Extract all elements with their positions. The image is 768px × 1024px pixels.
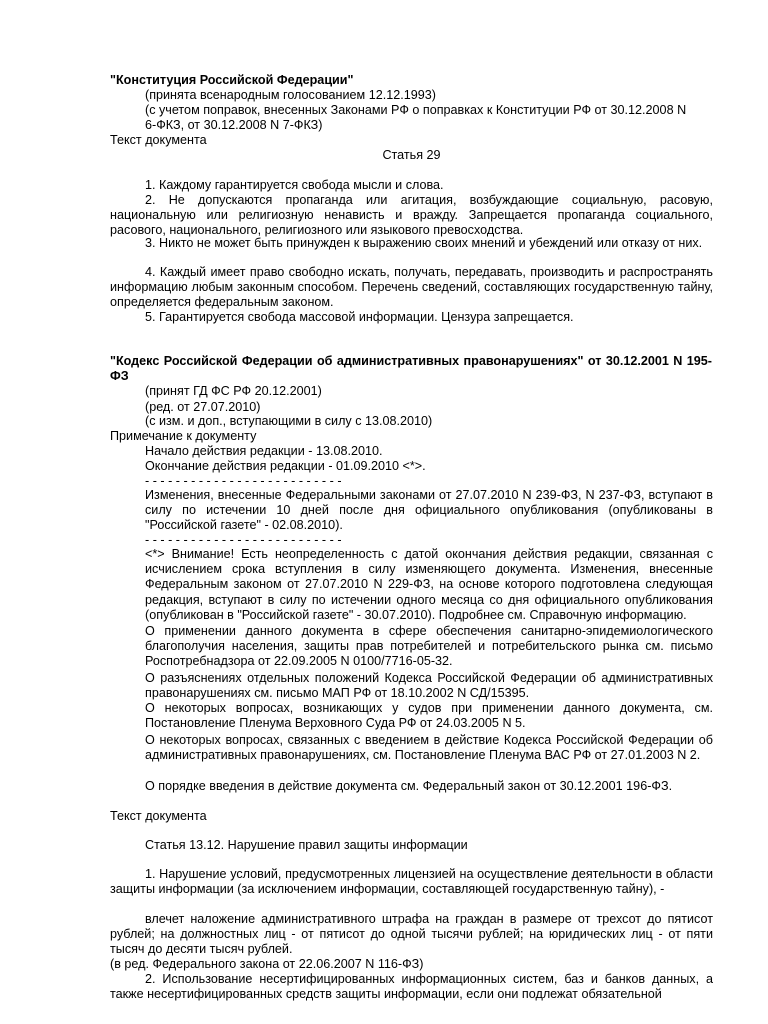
doc1-paragraph-4: 4. Каждый имеет право свободно искать, получать, передавать, производить и распространять информацию любым законным способом. Перечень сведений, составляющих государственную тайну, определяется федеральным законом. — [110, 265, 713, 310]
doc2-text-label: Текст документа — [110, 809, 207, 823]
doc2-note-warning: <*> Внимание! Есть неопределенность с датой окончания действия редакции, связанная с исчислением срока вступления в силу изменяющего документа. Изменения, внесенные Федеральным законом от 27.07.2010 N 229-ФЗ, на основе которого подготовлена следующая редакция, вступают в силу по истечении одного месяца со дня официального опубликования (опубликован в "Российской газете" - 30.07.2010). Подробнее см. Справочную информацию. — [145, 547, 713, 622]
doc2-note-map: О разъяснениях отдельных положений Кодекса Российской Федерации об административных правонарушениях см. письмо МАП РФ от 18.10.2002 N СД/15395. — [145, 671, 713, 701]
doc2-edition: (ред. от 27.07.2010) — [145, 400, 261, 414]
doc1-adopted: (принята всенародным голосованием 12.12.1993) — [145, 88, 436, 102]
doc2-article-penalty: влечет наложение административного штрафа на граждан в размере от трехсот до пятисот рублей; на должностных лиц - от пятисот до одной тысячи рублей; на юридических лиц - от пяти тысяч до десяти тысяч рублей. — [110, 912, 713, 957]
doc2-article-heading: Статья 13.12. Нарушение правил защиты информации — [145, 838, 468, 852]
doc2-adopted: (принят ГД ФС РФ 20.12.2001) — [145, 384, 322, 398]
doc2-note-enactment: О порядке введения в действие документа см. Федеральный закон от 30.12.2001 196-ФЗ. — [145, 779, 673, 793]
doc2-changes: (с изм. и доп., вступающими в силу с 13.08.2010) — [145, 414, 433, 428]
doc2-note-arbitration: О некоторых вопросах, связанных с введением в действие Кодекса Российской Федерации об административных правонарушениях, см. Постановление Пленума ВАС РФ от 27.01.2003 N 2. — [145, 733, 713, 763]
doc1-paragraph-3: 3. Никто не может быть принужден к выражению своих мнений и убеждений или отказу от них. — [145, 236, 703, 250]
doc2-article-point-2: 2. Использование несертифицированных информационных систем, баз и банков данных, а также несертифицированных средств защиты информации, если они подлежат обязательной — [110, 972, 713, 1002]
doc1-amendments-line1: (с учетом поправок, внесенных Законами РФ о поправках к Конституции РФ от 30.12.2008 N — [145, 103, 687, 117]
doc2-separator-1: - - - - - - - - - - - - - - - - - - - - - - - - - - — [145, 474, 342, 488]
doc2-article-point-1: 1. Нарушение условий, предусмотренных лицензией на осуществление деятельности в области защиты информации (за исключением информации, составляющей государственную тайну), - — [110, 867, 713, 897]
doc1-article-heading: Статья 29 — [382, 148, 441, 162]
doc1-paragraph-2: 2. Не допускаются пропаганда или агитация, возбуждающие социальную, расовую, национальную или религиозную ненависть и вражду. Запрещается пропаганда социального, расового, национального, религиозного или языкового превосходства. — [110, 193, 713, 238]
doc2-article-edition-note: (в ред. Федерального закона от 22.06.2007 N 116-ФЗ) — [110, 957, 424, 971]
doc2-edition-start: Начало действия редакции - 13.08.2010. — [145, 444, 383, 458]
doc2-separator-2: - - - - - - - - - - - - - - - - - - - - - - - - - - — [145, 533, 342, 547]
doc1-amendments-line2: 6-ФКЗ, от 30.12.2008 N 7-ФКЗ) — [145, 118, 323, 132]
doc2-note-changes: Изменения, внесенные Федеральными законами от 27.07.2010 N 239-ФЗ, N 237-ФЗ, вступают в силу по истечении 10 дней после дня официального опубликования (опубликованы в "Российской газете" - 02.08.2010). — [145, 488, 713, 533]
doc1-paragraph-1: 1. Каждому гарантируется свобода мысли и слова. — [145, 178, 444, 192]
doc2-title: "Кодекс Российской Федерации об административных правонарушениях" от 30.12.2001 N 195-ФЗ — [110, 354, 712, 384]
doc1-title: "Конституция Российской Федерации" — [110, 73, 354, 87]
doc1-paragraph-5: 5. Гарантируется свобода массовой информации. Цензура запрещается. — [145, 310, 574, 324]
doc2-note-sanitary: О применении данного документа в сфере обеспечения санитарно-эпидемиологического благополучия населения, защиты прав потребителей и потребительского рынка см. письмо Роспотребнадзора от 22.09.2005 N 0100/7716-05-32. — [145, 624, 713, 669]
doc2-note-supreme-court: О некоторых вопросах, возникающих у судов при применении данного документа, см. Постановление Пленума Верховного Суда РФ от 24.03.2005 N 5. — [145, 701, 713, 731]
doc2-note-label: Примечание к документу — [110, 429, 257, 443]
doc2-edition-end: Окончание действия редакции - 01.09.2010 <*>. — [145, 459, 426, 473]
doc1-text-label: Текст документа — [110, 133, 207, 147]
